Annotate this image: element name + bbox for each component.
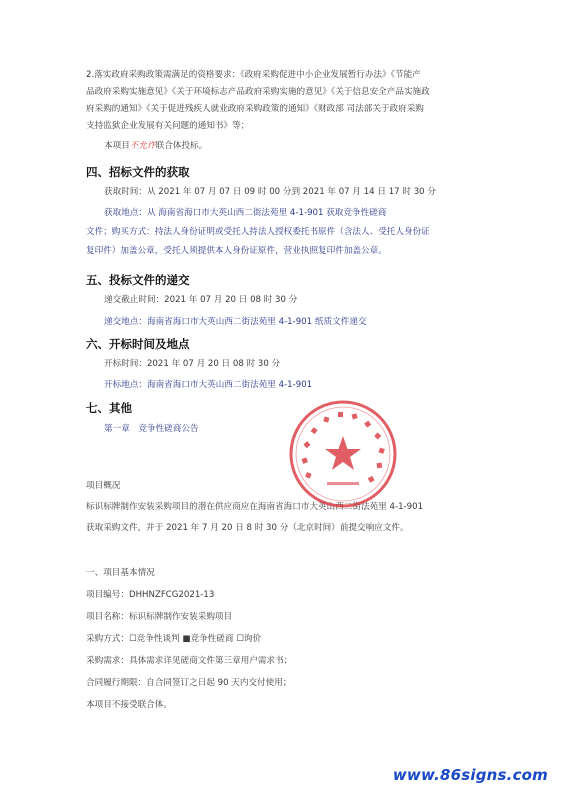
contract-period: 合同履行期限：自合同签订之日起 90 天内交付使用； (86, 678, 292, 688)
website-watermark: www.86signs.com (392, 766, 548, 784)
section-6-heading: 六、开标时间及地点 (86, 337, 190, 351)
overview-title: 项目概况 (86, 481, 121, 491)
section-6-place: 开标地点：海南省海口市大英山西二街法苑里 4-1-901 (104, 380, 313, 390)
basic-heading: 一、项目基本情况 (86, 568, 155, 578)
section-4-place-1: 获取地点：从 海南省海口市大英山西二街法苑里 4-1-901 获取竞争性磋商 (104, 208, 387, 218)
project-code: 项目编号：DHHNZFCG2021-13 (86, 590, 215, 600)
intro-line-4: 支持监狱企业发展有关问题的通知书》等； (86, 121, 250, 131)
section-5-place: 递交地点：海南省海口市大英山西二街法苑里 4-1-901 纸质文件递交 (104, 317, 367, 327)
intro-line-3: 府采购的通知》《关于促进残疾人就业政府采购政策的通知》《财政部 司法部关于政府采购 (86, 104, 424, 114)
official-seal-stamp (287, 398, 399, 510)
seal-star-icon (325, 436, 361, 470)
intro-consortium-prefix: 本项目 (104, 141, 130, 151)
section-6-time: 开标时间：2021 年 07 月 20 日 08 时 30 分 (104, 359, 281, 369)
overview-line-2: 获取采购文件，并于 2021 年 7 月 20 日 8 时 30 分（北京时间）前提交响应文件。 (86, 523, 409, 533)
section-7-heading: 七、其他 (86, 401, 132, 415)
intro-consortium-emphasis: 不允许 (129, 141, 156, 151)
section-5-heading: 五、投标文件的递交 (86, 273, 190, 287)
procurement-method: 采购方式：☐竞争性谈判 ■竞争性磋商 ☐询价 (86, 634, 262, 644)
section-4-place-2: 文件；购买方式：持法人身份证明或受托人持法人授权委托书原件（含法人、受托人身份证 (86, 227, 430, 237)
chapter-1-title: 第一章 竞争性磋商公告 (104, 424, 199, 434)
intro-line-1: 2.落实政府采购政策需满足的资格要求：《政府采购促进中小企业发展暂行办法》《节能产 (86, 70, 421, 80)
intro-consortium (104, 141, 207, 152)
intro-consortium-suffix: 联合体投标。 (155, 141, 208, 151)
section-5-deadline: 递交截止时间：2021 年 07 月 20 日 08 时 30 分 (104, 295, 298, 305)
project-name: 项目名称：标识标牌制作安装采购项目 (86, 612, 233, 622)
overview-line-1: 标识标牌制作安装采购项目的潜在供应商应在海南省海口市大英山西二街法苑里 4-1-901 (86, 502, 424, 512)
intro-line-2: 品政府采购实施意见》《关于环境标志产品政府采购实施的意见》《关于信息安全产品实施政 (86, 87, 430, 97)
procurement-need: 采购需求：具体需求详见磋商文件第三章用户需求书； (86, 656, 293, 666)
section-4-place-3: 复印件）加盖公章，受托人须提供本人身份证原件，营业执照复印件加盖公章。 (86, 246, 387, 256)
no-consortium: 本项目不接受联合体。 (86, 700, 172, 710)
section-4-heading: 四、招标文件的获取 (86, 165, 190, 179)
section-4-time: 获取时间：从 2021 年 07 月 07 日 09 时 00 分到 2021 年 07 月 14 日 17 时 30 分 (104, 187, 436, 197)
